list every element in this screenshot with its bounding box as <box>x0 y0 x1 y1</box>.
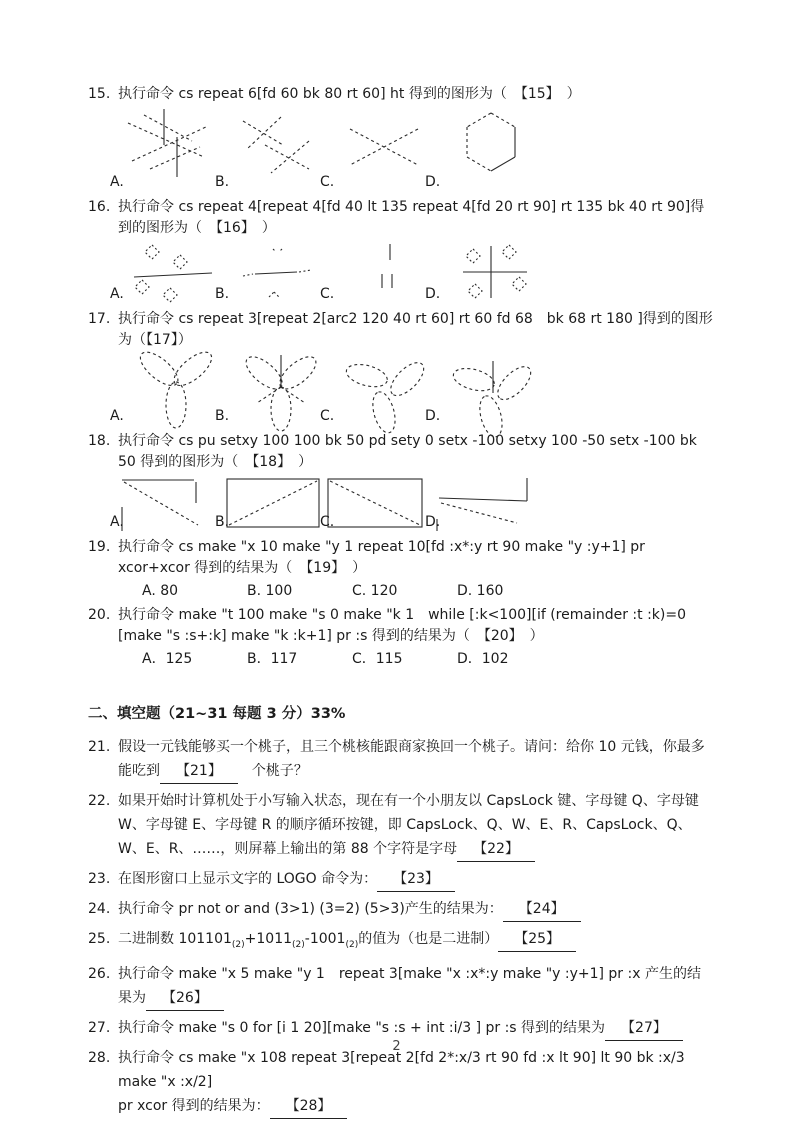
q20-option-a: A．125 <box>142 651 193 667</box>
q16-option-a-label: A. <box>110 286 124 302</box>
q17-figure-d-image <box>429 353 553 425</box>
question-27-blank: 【27】 <box>605 1016 683 1041</box>
question-18 <box>88 431 713 473</box>
q15-option-b-label: B. <box>215 174 230 190</box>
q17-option-b-label: B. <box>215 408 230 424</box>
section-2-heading: 二、填空题（21~31 每题 3 分）33% <box>88 706 346 722</box>
question-25-text-part1: 二进制数 101101 <box>118 931 232 947</box>
question-21-text-post: 个桃子？ <box>237 763 308 779</box>
question-25-subscript-1: (2) <box>231 939 245 950</box>
question-20-text: 执行命令 make "t 100 make "s 0 make "k 1 while [:k<100][if (remainder :t :k)=0 [make "s :s+:k] make "k :k+1] pr :s 得到的结果为（ 【20】 ） <box>118 607 686 644</box>
question-15 <box>88 84 713 105</box>
q18-figure-d <box>425 475 530 533</box>
q18-option-b-label: B. <box>215 514 230 530</box>
question-24 <box>88 897 713 922</box>
q15-figure-c <box>320 107 425 193</box>
question-22-blank: 【22】 <box>457 837 535 862</box>
question-19-number: 19. <box>88 539 111 555</box>
question-23-text: 在图形窗口上显示文字的 LOGO 命令为： <box>118 871 378 887</box>
question-25-text-part3: -1001 <box>304 931 346 947</box>
q19-options <box>142 581 713 602</box>
q16-figure-d <box>425 241 530 305</box>
q18-figure-c <box>320 475 425 533</box>
q15-figure-row <box>110 107 713 193</box>
question-28-blank: 【28】 <box>270 1094 348 1119</box>
question-21 <box>88 735 713 784</box>
q18-option-d-label: D. <box>425 514 441 530</box>
question-25-text-part2: +1011 <box>244 931 293 947</box>
q17-figure-c <box>320 353 425 427</box>
question-20 <box>88 605 713 647</box>
question-22-text: 如果开始时计算机处于小写输入状态，现在有一个小朋友以 CapsLock 键、字母键 Q、字母键 W、字母键 E、字母键 R 的顺序循环按键，即 CapsLock、Q、W、E、R、CapsLock、Q、W、E、R、……，则屏幕上输出的第 88 个字符是字母 <box>118 793 699 857</box>
q16-figure-row <box>110 241 713 305</box>
q16-figure-b <box>215 241 320 305</box>
q15-figure-d <box>425 107 530 193</box>
question-24-text: 执行命令 pr not or and (3>1) (3=2) (5>3)产生的结果为： <box>118 901 503 917</box>
q18-figure-d-image <box>429 475 555 531</box>
q18-figure-row <box>110 475 713 533</box>
q17-option-d-label: D. <box>425 408 441 424</box>
q16-figure-c <box>320 241 425 305</box>
q17-option-a-label: A. <box>110 408 124 424</box>
question-28-text-line1: 执行命令 cs make "x 108 repeat 3[repeat 2[fd 2*:x/3 rt 90 fd :x lt 90] lt 90 bk :x/3 make "x :x/2] <box>118 1049 685 1090</box>
question-15-number: 15. <box>88 86 111 102</box>
q18-figure-a <box>110 475 215 533</box>
question-23 <box>88 867 713 892</box>
question-24-blank: 【24】 <box>503 897 581 922</box>
question-26-blank: 【26】 <box>146 986 224 1011</box>
question-22 <box>88 789 713 862</box>
question-19-text: 执行命令 cs make "x 10 make "y 1 repeat 10[fd :x*:y rt 90 make "y :y+1] pr xcor+xcor 得到的结果为（ 【19】 ） <box>118 539 645 576</box>
q15-figure-b <box>215 107 320 193</box>
q16-option-c-label: C. <box>320 286 335 302</box>
q16-figure-d-image <box>429 241 547 301</box>
question-23-blank: 【23】 <box>377 867 455 892</box>
question-21-blank: 【21】 <box>160 759 238 784</box>
question-21-text: 假设一元钱能够买一个桃子，且三个桃核能跟商家换回一个桃子。请问：给你 10 元钱，你最多能吃到 <box>118 739 705 779</box>
q17-figure-d <box>425 353 530 427</box>
q19-option-c: C. 120 <box>352 583 398 599</box>
q15-figure-a <box>110 107 215 193</box>
question-22-number: 22. <box>88 793 111 809</box>
question-16 <box>88 197 713 239</box>
question-28-number: 28. <box>88 1049 111 1066</box>
q19-option-d: D. 160 <box>457 583 504 599</box>
question-18-text: 执行命令 cs pu setxy 100 100 bk 50 pd sety 0 setx -100 setxy 100 -50 setx -100 bk 50 得到的图形为（ 【18】 ） <box>118 433 697 470</box>
question-25-subscript-2: (2) <box>292 939 305 950</box>
question-25-text-part4: 的值为（也是二进制） <box>358 931 499 947</box>
page-number: 2 <box>392 1039 401 1054</box>
q17-figure-b <box>215 353 320 427</box>
question-27-text: 执行命令 make "s 0 for [i 1 20][make "s :s + int :i/3 ] pr :s 得到的结果为 <box>118 1019 606 1036</box>
q20-option-d: D．102 <box>457 651 509 667</box>
question-25 <box>88 927 713 957</box>
question-25-number: 25. <box>88 931 111 947</box>
question-25-blank: 【25】 <box>498 927 576 952</box>
question-21-number: 21. <box>88 739 111 755</box>
question-26-text: 执行命令 make "x 5 make "y 1 repeat 3[make "x :x*:y make "y :y+1] pr :x 产生的结果为 <box>118 965 701 1006</box>
question-26-number: 26. <box>88 965 111 982</box>
question-17-number: 17. <box>88 311 111 327</box>
q20-option-b: B．117 <box>247 651 298 667</box>
question-16-number: 16. <box>88 199 111 215</box>
question-26 <box>88 962 713 1011</box>
q18-option-c-label: C. <box>320 514 335 530</box>
q18-option-a-label: A. <box>110 514 124 530</box>
q18-figure-b <box>215 475 320 533</box>
question-27-number: 27. <box>88 1019 111 1036</box>
question-17-text: 执行命令 cs repeat 3[repeat 2[arc2 120 40 rt 60] rt 60 fd 68 bk 68 rt 180 ]得到的图形为（【17】） <box>118 311 713 348</box>
q17-figure-row <box>110 353 713 427</box>
q17-figure-a <box>110 353 215 427</box>
question-25-subscript-3: (2) <box>345 939 359 950</box>
question-28-text-line2: pr xcor 得到的结果为： <box>118 1097 270 1114</box>
q20-option-c: C．115 <box>352 651 403 667</box>
question-18-number: 18. <box>88 433 111 449</box>
question-17 <box>88 309 713 351</box>
question-24-number: 24. <box>88 901 111 917</box>
q16-option-b-label: B. <box>215 286 230 302</box>
q16-figure-a <box>110 241 215 305</box>
question-16-text: 执行命令 cs repeat 4[repeat 4[fd 40 lt 135 repeat 4[fd 20 rt 90] rt 135 bk 40 rt 90]得到的图形为（ 【16】 ） <box>118 199 705 236</box>
q15-option-a-label: A. <box>110 174 124 190</box>
q19-option-b: B. 100 <box>247 583 293 599</box>
q15-option-c-label: C. <box>320 174 335 190</box>
q17-option-c-label: C. <box>320 408 335 424</box>
question-15-text: 执行命令 cs repeat 6[fd 60 bk 80 rt 60] ht 得到的图形为（ 【15】 ） <box>118 86 581 102</box>
q16-option-d-label: D. <box>425 286 441 302</box>
q20-options <box>142 649 713 670</box>
q19-option-a: A. 80 <box>142 583 179 599</box>
question-19 <box>88 537 713 579</box>
question-20-number: 20. <box>88 607 111 623</box>
q15-figure-d-image <box>429 107 547 189</box>
q15-option-d-label: D. <box>425 174 441 190</box>
question-23-number: 23. <box>88 871 111 887</box>
